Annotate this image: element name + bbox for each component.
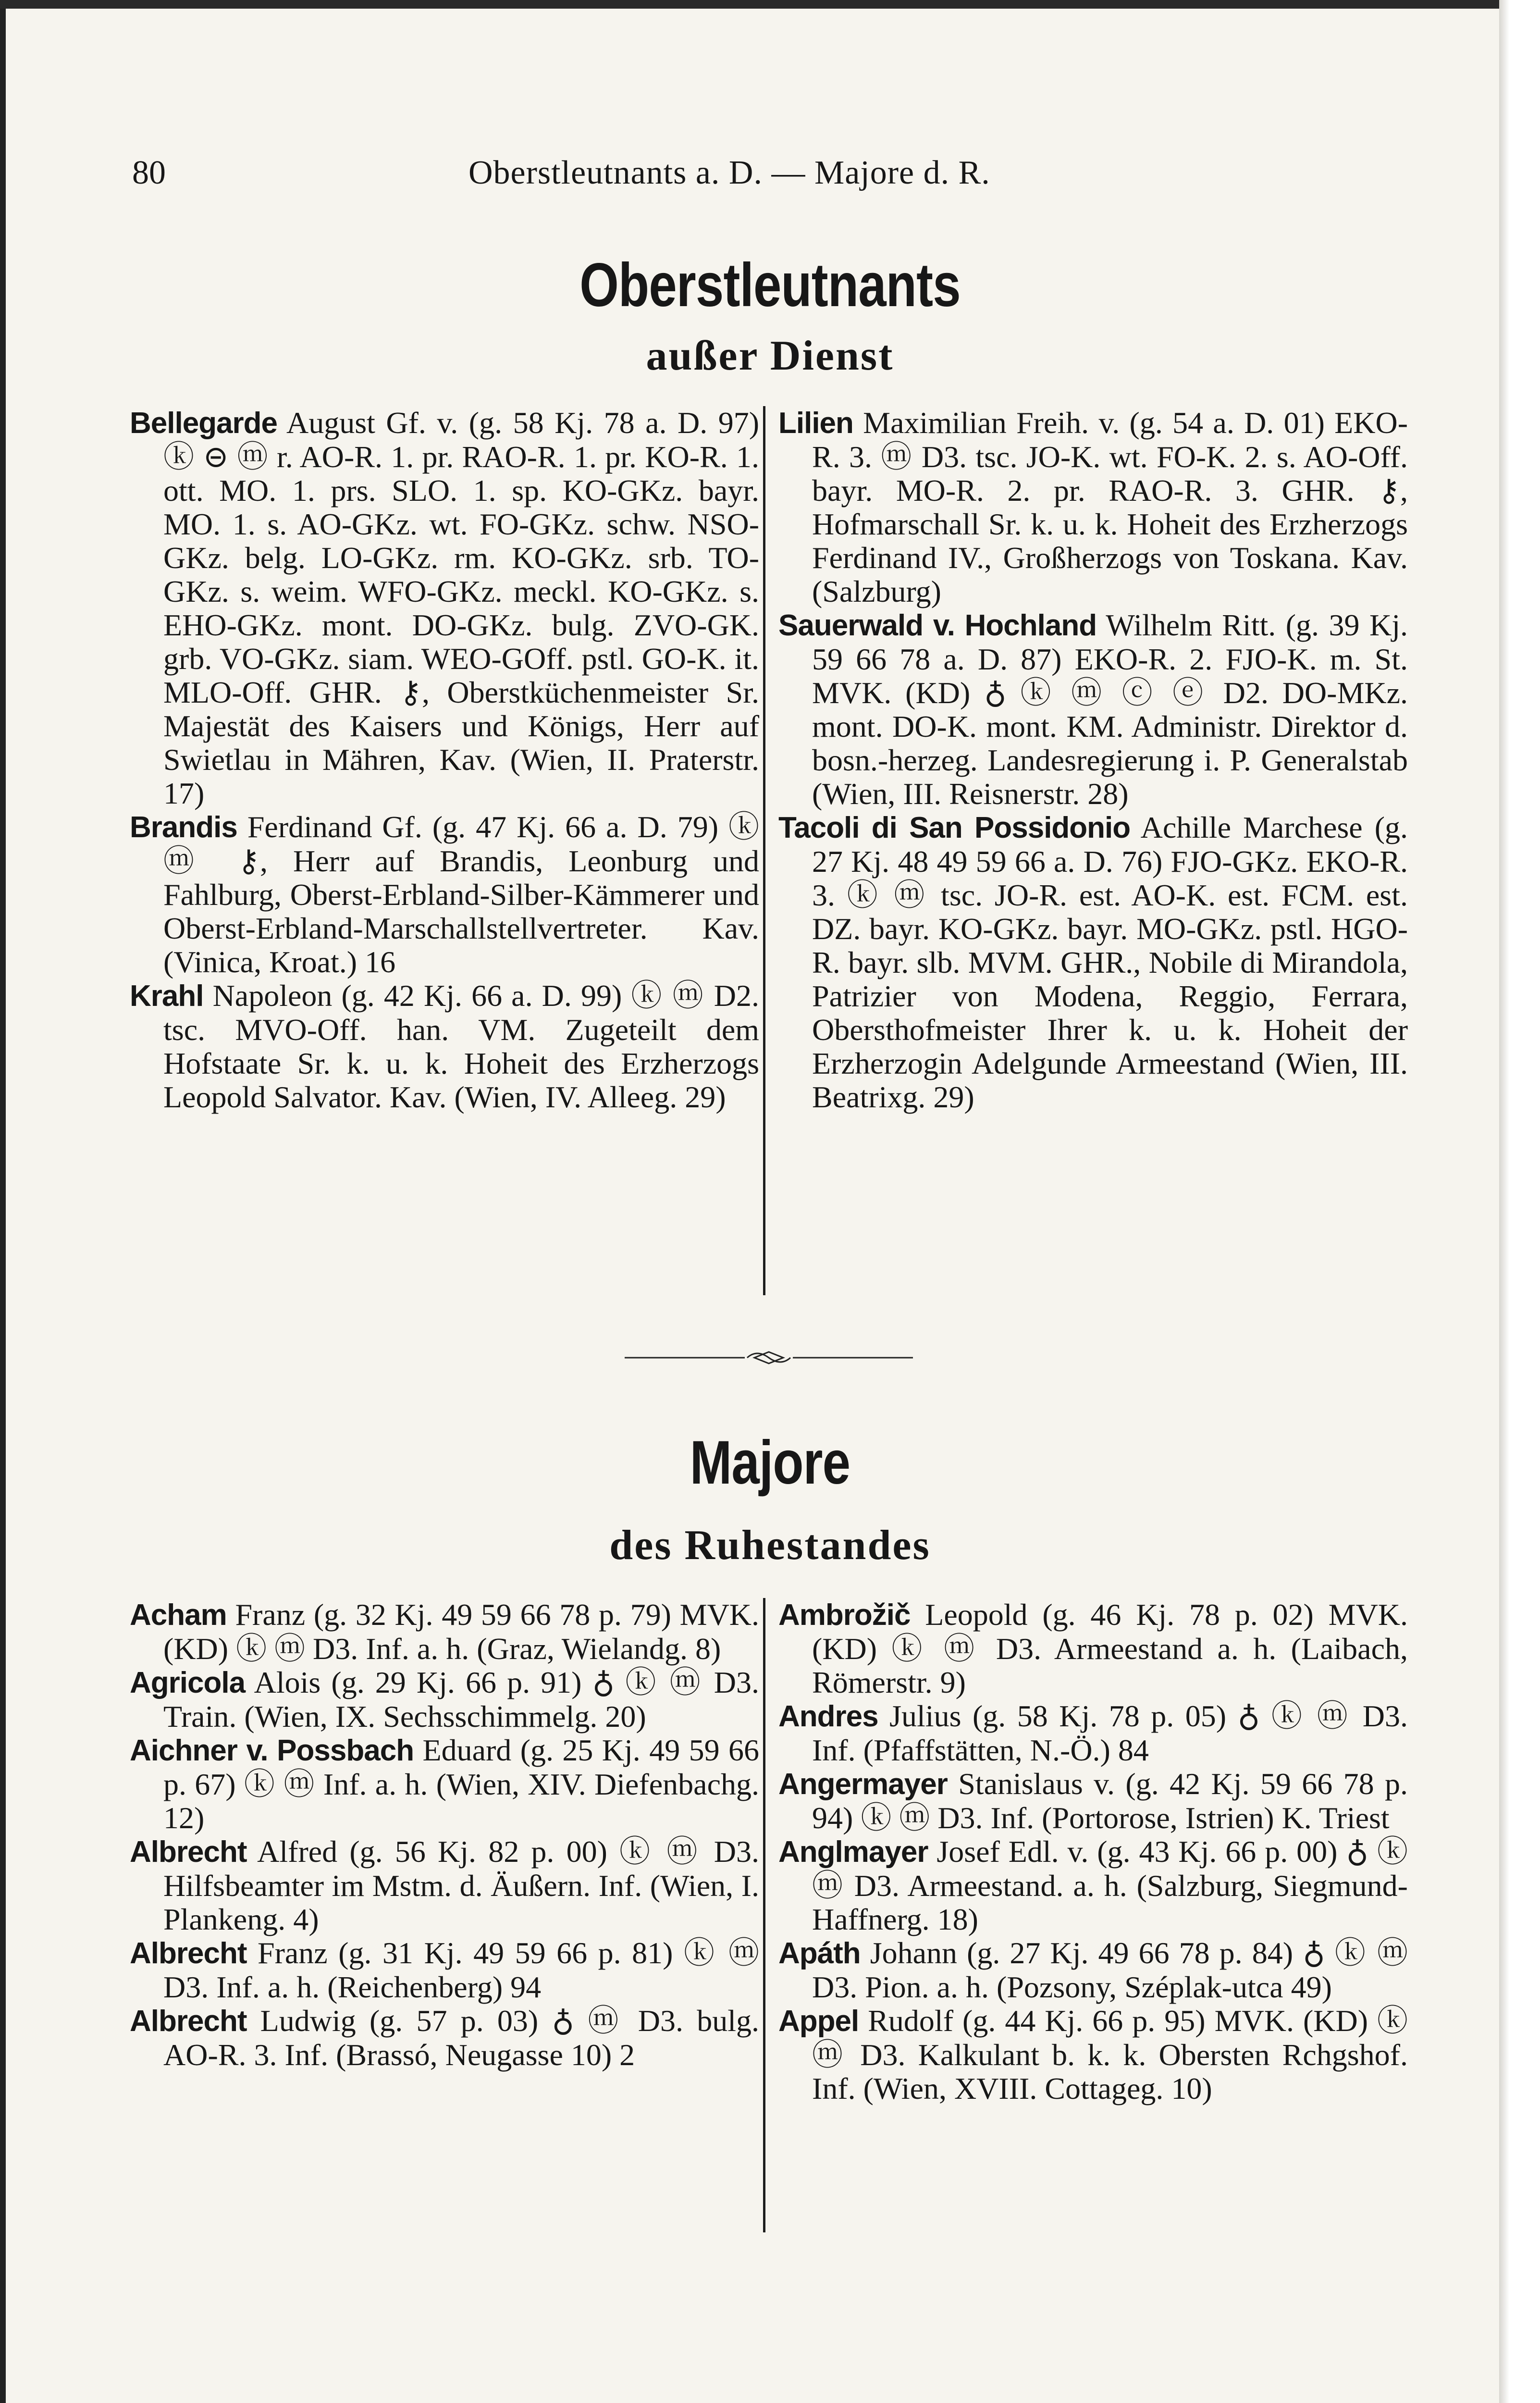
entry-name: Brandis — [130, 811, 237, 844]
list-item — [778, 1835, 1408, 1936]
list-item — [778, 406, 1408, 608]
entry-name: Agricola — [130, 1666, 246, 1699]
entry-name: Sauerwald v. Hochland — [778, 609, 1097, 642]
entry-name: Albrecht — [130, 1835, 247, 1869]
entry-name: Apáth — [778, 1937, 861, 1970]
entry-name: Aichner v. Possbach — [130, 1734, 414, 1767]
entry-name: Tacoli di San Possidonio — [778, 811, 1131, 844]
list-item — [130, 1734, 759, 1835]
list-item — [778, 2004, 1408, 2106]
entry-name: Albrecht — [130, 2005, 247, 2038]
entry-text: Stanislaus v. (g. 42 Kj. 59 66 78 p. 94) ⓚ ⓜ D3. Inf. (Portorose, Istrien) K. Triest — [812, 1767, 1408, 1835]
list-item — [778, 811, 1408, 1114]
ornament-icon — [625, 1348, 913, 1367]
entry-text: Wilhelm Ritt. (g. 39 Kj. 59 66 78 a. D. 87) EKO-R. 2. FJO-K. m. St. MVK. (KD) ♁ ⓚ ⓜ ⓒ ⓔ D2. DO-MKz. mont. DO-K. mont. KM. Administr. Direktor d. bosn.-herzeg. Landesregierung i. P. Generalstab (Wien, III. Reisnerstr. 28) — [812, 608, 1408, 811]
section-title-majore: Majore — [690, 1428, 850, 1497]
section-majore — [130, 1598, 1408, 2232]
entry-text: Franz (g. 32 Kj. 49 59 66 78 p. 79) MVK. (KD) ⓚ ⓜ D3. Inf. a. h. (Graz, Wielandg. 8) — [163, 1598, 759, 1666]
entry-text: Maximilian Freih. v. (g. 54 a. D. 01) EKO-R. 3. ⓜ D3. tsc. JO-K. wt. FO-K. 2. s. AO-Off. bayr. MO-R. 2. pr. RAO-R. 3. GHR. ⚷, Hofmarschall Sr. k. u. k. Hoheit des Erzherzogs Ferdinand IV., Großherzogs von Toskana. Kav. (Salzburg) — [812, 406, 1408, 608]
entry-text: Alfred (g. 56 Kj. 82 p. 00) ⓚ ⓜ D3. Hilfsbeamter im Mstm. d. Äußern. Inf. (Wien, I. Plankeng. 4) — [163, 1834, 759, 1936]
list-item — [778, 1936, 1408, 2004]
list-item — [130, 406, 759, 810]
entry-name: Albrecht — [130, 1937, 247, 1970]
section-oberstleutnants — [130, 406, 1408, 1295]
column-rule — [763, 1598, 765, 2232]
page-header — [132, 154, 1405, 202]
left-column — [130, 1598, 759, 2072]
entry-name: Anglmayer — [778, 1835, 928, 1869]
list-item — [130, 1666, 759, 1734]
entry-text: Ludwig (g. 57 p. 03) ♁ ⓜ D3. bulg. AO-R. 3. Inf. (Brassó, Neugasse 10) 2 — [163, 2004, 759, 2072]
entry-name: Angermayer — [778, 1768, 948, 1801]
right-column — [778, 1598, 1408, 2106]
entry-text: August Gf. v. (g. 58 Kj. 78 a. D. 97) ⓚ ⊝ ⓜ r. AO-R. 1. pr. RAO-R. 1. pr. KO-R. 1. ott. MO. 1. prs. SLO. 1. sp. KO-GKz. bayr. MO. 1. s. AO-GKz. wt. FO-GKz. schw. NSO-GKz. belg. LO-GKz. rm. KO-GKz. srb. TO-GKz. s. weim. WFO-GKz. meckl. KO-GKz. s. EHO-GKz. mont. DO-GKz. bulg. ZVO-GK. grb. VO-GKz. siam. WEO-GOff. pstl. GO-K. it. MLO-Off. GHR. ⚷, Oberstküchenmeister Sr. Majestät des Kaisers und Königs, Herr auf Swietlau in Mähren, Kav. (Wien, II. Praterstr. 17) — [163, 406, 759, 810]
entry-text: Alois (g. 29 Kj. 66 p. 91) ♁ ⓚ ⓜ D3. Train. (Wien, IX. Sechsschimmelg. 20) — [163, 1665, 759, 1734]
entry-name: Andres — [778, 1700, 878, 1733]
list-item — [778, 1699, 1408, 1767]
entry-text: Franz (g. 31 Kj. 49 59 66 p. 81) ⓚ ⓜ D3. Inf. a. h. (Reichenberg) 94 — [163, 1936, 759, 2004]
ornamental-divider — [625, 1348, 913, 1367]
right-column — [778, 406, 1408, 1114]
list-item — [778, 1598, 1408, 1699]
entry-text: Rudolf (g. 44 Kj. 66 p. 95) MVK. (KD) ⓚ ⓜ D3. Kalkulant b. k. k. Obersten Rchgshof. Inf. (Wien, XVIII. Cottageg. 10) — [812, 2004, 1408, 2106]
list-item — [778, 608, 1408, 811]
section-title-oberstleutnants: Oberstleutnants — [579, 251, 961, 320]
list-item — [130, 2004, 759, 2072]
entry-name: Krahl — [130, 979, 204, 1013]
section-subtitle-ausser-dienst: außer Dienst — [646, 333, 894, 379]
entry-text: Leopold (g. 46 Kj. 78 p. 02) MVK. (KD) ⓚ ⓜ D3. Armeestand a. h. (Laibach, Römerstr. 9) — [812, 1598, 1408, 1699]
entry-name: Ambrožič — [778, 1598, 911, 1632]
page-number: 80 — [132, 154, 166, 191]
list-item — [130, 979, 759, 1114]
entry-text: Josef Edl. v. (g. 43 Kj. 66 p. 00) ♁ ⓚ ⓜ D3. Armeestand. a. h. (Salzburg, Siegmund-Haffnerg. 18) — [812, 1834, 1408, 1936]
column-rule — [763, 406, 765, 1295]
entry-name: Bellegarde — [130, 407, 278, 440]
entry-name: Acham — [130, 1598, 227, 1632]
list-item — [130, 810, 759, 979]
entry-text: Napoleon (g. 42 Kj. 66 a. D. 99) ⓚ ⓜ D2. tsc. MVO-Off. han. VM. Zugeteilt dem Hofstaate Sr. k. u. k. Hoheit des Erzherzogs Leopold Salvator. Kav. (Wien, IV. Alleeg. 29) — [163, 979, 759, 1114]
section-subtitle-ruhestandes: des Ruhestandes — [609, 1522, 931, 1569]
scan-top-edge — [0, 0, 1540, 9]
entry-text: Achille Marchese (g. 27 Kj. 48 49 59 66 a. D. 76) FJO-GKz. EKO-R. 3. ⓚ ⓜ tsc. JO-R. est. AO-K. est. FCM. est. DZ. bayr. KO-GKz. bayr. MO-GKz. pstl. HGO-R. bayr. slb. MVM. GHR., Nobile di Mirandola, Patrizier von Modena, Reggio, Ferrara, Obersthofmeister Ihrer k. u. k. Hoheit der Erzherzogin Adelgunde Armeestand (Wien, III. Beatrixg. 29) — [812, 810, 1408, 1114]
entry-text: Eduard (g. 25 Kj. 49 59 66 p. 67) ⓚ ⓜ Inf. a. h. (Wien, XIV. Diefenbachg. 12) — [163, 1733, 760, 1835]
entry-name: Lilien — [778, 407, 853, 440]
entry-text: Johann (g. 27 Kj. 49 66 78 p. 84) ♁ ⓚ ⓜ D3. Pion. a. h. (Pozsony, Széplak-utca 49) — [812, 1936, 1408, 2004]
list-item — [130, 1598, 759, 1666]
left-column — [130, 406, 759, 1114]
running-title: Oberstleutnants a. D. — Majore d. R. — [468, 154, 990, 191]
list-item — [130, 1835, 759, 1936]
list-item — [130, 1936, 759, 2004]
entry-text: Julius (g. 58 Kj. 78 p. 05) ♁ ⓚ ⓜ D3. Inf. (Pfaffstätten, N.-Ö.) 84 — [812, 1699, 1408, 1767]
list-item — [778, 1767, 1408, 1835]
entry-name: Appel — [778, 2005, 859, 2038]
entry-text: Ferdinand Gf. (g. 47 Kj. 66 a. D. 79) ⓚ ⓜ ⚷, Herr auf Brandis, Leonburg und Fahlburg, Oberst-Erbland-Silber-Kämmerer und Oberst-Erbland-Marschallstellvertreter. Kav. (Vinica, Kroat.) 16 — [163, 810, 759, 979]
